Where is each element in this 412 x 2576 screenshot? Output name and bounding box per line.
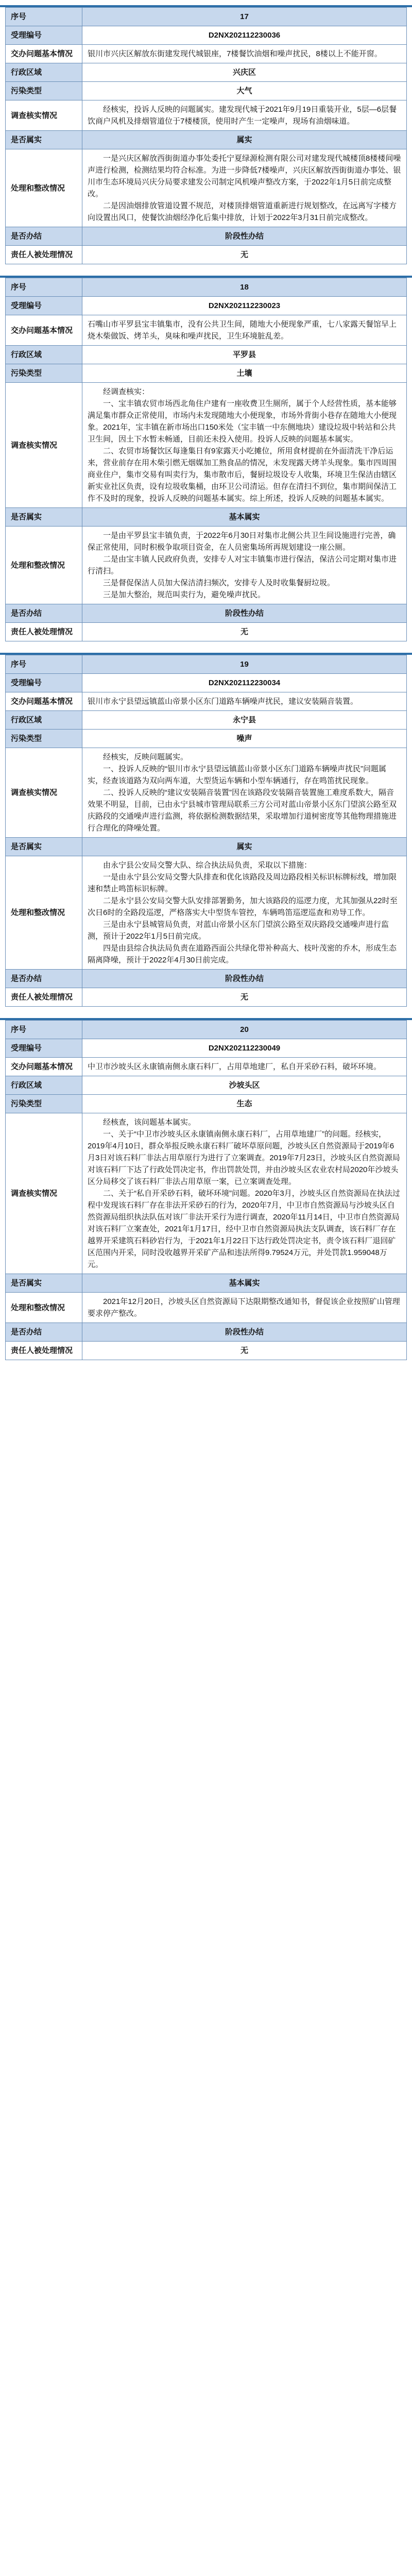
label-handling: 处理和整改情况 — [6, 856, 82, 970]
verify-paragraph: 一、关于“中卫市沙坡头区永康镇南侧永康石料厂，占用草地建厂”的问题。经核实，2019年4月10日，群众举报反映永康石料厂破坏草原问题，沙坡头区自然资源局于2019年6月3日对该石料厂非法占用草原行为进行了立案调查。2019年7月23日，沙坡头区自然资源局对该石料厂下达了行政处罚决定书，作出罚款处罚，并由沙坡头区农业农村局2020年沙坡头区分局移交了该石料厂非法占用草原一案，已立案调查处理。 — [88, 1130, 400, 1186]
verify-paragraph: 一、投诉人反映的“银川市永宁县望远镇蓝山帝景小区东门道路车辆噪声扰民”问题属实，经查该道路为双向两车道，大型货运车辆和小型车辆通行，存在鸣笛扰民现象。 — [88, 765, 386, 785]
label-district: 行政区域 — [6, 711, 82, 730]
problem-text: 中卫市沙坡头区永康镇南侧永康石料厂，占用草地建厂，私自开采砂石料，破坏环境。 — [88, 1062, 382, 1071]
row-verify — [6, 100, 407, 131]
case-table — [5, 7, 407, 264]
case-code: D2NX202112230034 — [82, 674, 407, 692]
label-is-true: 是否属实 — [6, 1274, 82, 1293]
case-done: 阶段性办结 — [82, 227, 407, 246]
row-code — [6, 297, 407, 315]
handling-paragraph: 三是加大整治，规范叫卖行为，避免噪声扰民。 — [103, 590, 266, 599]
row-district — [6, 711, 407, 730]
row-code — [6, 1039, 407, 1058]
row-done — [6, 227, 407, 246]
label-accountability: 责任人被处理情况 — [6, 1342, 82, 1360]
label-done: 是否办结 — [6, 227, 82, 246]
case-district: 兴庆区 — [82, 63, 407, 82]
label-verify: 调查核实情况 — [6, 100, 82, 131]
label-pollution: 污染类型 — [6, 730, 82, 748]
case-is-true: 基本属实 — [82, 508, 407, 527]
label-seq: 序号 — [6, 1021, 82, 1039]
case-handling — [82, 1293, 407, 1323]
row-problem — [6, 1058, 407, 1076]
label-problem: 交办问题基本情况 — [6, 45, 82, 63]
label-verify: 调查核实情况 — [6, 748, 82, 838]
case-table — [5, 1020, 407, 1360]
row-seq — [6, 1021, 407, 1039]
case-district: 平罗县 — [82, 346, 407, 364]
label-code: 受理编号 — [6, 1039, 82, 1058]
row-accountability — [6, 246, 407, 264]
row-is-true — [6, 508, 407, 527]
row-done — [6, 604, 407, 623]
handling-paragraph: 一是由平罗县宝丰镇负责，于2022年6月30日对集市北侧公共卫生间设施进行完善，确保正常使用，同时积极争取项目资金，在人员密集场所再规划建设一座公厕。 — [88, 531, 396, 552]
row-district — [6, 346, 407, 364]
case-is-true: 属实 — [82, 838, 407, 856]
case-is-true: 基本属实 — [82, 1274, 407, 1293]
case-card — [0, 1018, 412, 1360]
row-seq — [6, 655, 407, 674]
label-problem: 交办问题基本情况 — [6, 315, 82, 346]
label-code: 受理编号 — [6, 26, 82, 45]
case-verify — [82, 1113, 407, 1274]
row-done — [6, 1323, 407, 1342]
row-district — [6, 63, 407, 82]
case-pollution: 大气 — [82, 82, 407, 100]
label-is-true: 是否属实 — [6, 131, 82, 149]
case-seq: 20 — [82, 1021, 407, 1039]
row-verify — [6, 1113, 407, 1274]
handling-paragraph: 二是因油烟排放管道设置不规范，对楼顶排烟管道重新进行规划整改，在远离写字楼方向设置出风口，使餐饮油烟经净化后集中排放，计划于2022年3月31日前完成整改。 — [88, 201, 397, 222]
verify-paragraph: 一、宝丰镇农贸市场西北角住户建有一座收费卫生厕所，属于个人经营性质，基本能够满足集市群众正常使用，市场内未发现随地大小便现象，市场外背街小巷存在随地大小便现象。2021年，宝丰镇在新市场出口150米处（宝丰镇一中东侧地块）建设垃圾中转站和公共卫生间，因土下水暂未畅通，目前还未投入使用。投诉人反映的问题基本属实。 — [88, 399, 397, 444]
label-verify: 调查核实情况 — [6, 383, 82, 508]
label-code: 受理编号 — [6, 674, 82, 692]
case-district: 永宁县 — [82, 711, 407, 730]
case-pollution: 土壤 — [82, 364, 407, 383]
case-verify — [82, 383, 407, 508]
label-verify: 调查核实情况 — [6, 1113, 82, 1274]
row-is-true — [6, 838, 407, 856]
case-problem — [82, 45, 407, 63]
label-accountability: 责任人被处理情况 — [6, 246, 82, 264]
case-code: D2NX202112230023 — [82, 297, 407, 315]
case-district: 沙坡头区 — [82, 1076, 407, 1095]
label-seq: 序号 — [6, 278, 82, 297]
case-done: 阶段性办结 — [82, 604, 407, 623]
label-district: 行政区域 — [6, 346, 82, 364]
case-accountability: 无 — [82, 1342, 407, 1360]
row-handling — [6, 856, 407, 970]
case-problem — [82, 1058, 407, 1076]
problem-text: 银川市兴庆区解放东街建发现代城银座，7楼餐饮油烟和噪声扰民，8楼以上不能开窗。 — [88, 49, 382, 58]
case-table — [5, 278, 407, 641]
case-card — [0, 5, 412, 264]
label-done: 是否办结 — [6, 1323, 82, 1342]
row-accountability — [6, 988, 407, 1007]
label-is-true: 是否属实 — [6, 508, 82, 527]
label-seq: 序号 — [6, 655, 82, 674]
case-accountability: 无 — [82, 988, 407, 1007]
case-seq: 18 — [82, 278, 407, 297]
label-accountability: 责任人被处理情况 — [6, 623, 82, 641]
case-accountability: 无 — [82, 623, 407, 641]
row-problem — [6, 315, 407, 346]
row-pollution — [6, 364, 407, 383]
verify-paragraph: 经核实，投诉人反映的问题属实。建发现代城于2021年9月19日重装开业，5层—6层餐饮商户风机及排烟管道位于7楼楼顶，使用时产生一定噪声，现场有油烟味道。 — [88, 105, 397, 126]
row-code — [6, 26, 407, 45]
problem-text: 石嘴山市平罗县宝丰镇集市，没有公共卫生间，随地大小便现象严重，七八家露天餐馆早上烧木柴做饭、烤羊头，臭味和噪声扰民，卫生环境脏乱差。 — [88, 320, 397, 341]
case-verify — [82, 100, 407, 131]
verify-paragraph: 经核查，该问题基本属实。 — [103, 1118, 196, 1127]
row-pollution — [6, 730, 407, 748]
case-code: D2NX202112230049 — [82, 1039, 407, 1058]
row-handling — [6, 149, 407, 227]
row-handling — [6, 1293, 407, 1323]
case-card — [0, 276, 412, 641]
row-is-true — [6, 131, 407, 149]
verify-paragraph: 经调查核实： — [103, 387, 150, 396]
label-is-true: 是否属实 — [6, 838, 82, 856]
case-seq: 17 — [82, 8, 407, 26]
label-problem: 交办问题基本情况 — [6, 692, 82, 711]
label-handling: 处理和整改情况 — [6, 1293, 82, 1323]
row-district — [6, 1076, 407, 1095]
case-is-true: 属实 — [82, 131, 407, 149]
label-done: 是否办结 — [6, 970, 82, 988]
row-seq — [6, 8, 407, 26]
case-done: 阶段性办结 — [82, 970, 407, 988]
row-problem — [6, 692, 407, 711]
row-verify — [6, 383, 407, 508]
case-handling — [82, 856, 407, 970]
handling-paragraph: 二是永宁县公安局交警大队安排部署勤务，加大该路段的巡逻力度，尤其加强从22时至次日6时的全路段巡逻，严格落实大中型货车管控，车辆鸣笛巡逻巡查和劝导工作。 — [88, 896, 398, 917]
case-pollution: 噪声 — [82, 730, 407, 748]
label-district: 行政区域 — [6, 1076, 82, 1095]
row-pollution — [6, 82, 407, 100]
row-done — [6, 970, 407, 988]
handling-paragraph: 2021年12月20日，沙坡头区自然资源局下达限期整改通知书，督促该企业按照矿山管理要求停产整改。 — [88, 1297, 400, 1318]
label-district: 行政区域 — [6, 63, 82, 82]
problem-text: 银川市永宁县望远镇蓝山帝景小区东门道路车辆噪声扰民，建议安装隔音装置。 — [88, 697, 358, 706]
case-accountability: 无 — [82, 246, 407, 264]
case-code: D2NX202112230036 — [82, 26, 407, 45]
verify-paragraph: 二、投诉人反映的“建议安装隔音装置”因在该路段安装隔音装置施工难度系数大，隔音效果不明显，目前，已由永宁县城市管理局联系三方公司对蓝山帝景小区东门望滨公路至双庆路段的交通噪声进行监测，将依据检测数据结果，采取增加行道树密度等其他物理措施进行合理化的降噪处置。 — [88, 788, 397, 833]
handling-paragraph: 三是由永宁县城管局负责，对蓝山帝景小区东门望滨公路至双庆路段交通噪声进行监测，预计于2022年1月5日前完成。 — [88, 920, 389, 941]
label-pollution: 污染类型 — [6, 1095, 82, 1113]
label-seq: 序号 — [6, 8, 82, 26]
label-handling: 处理和整改情况 — [6, 149, 82, 227]
verify-paragraph: 二、农贸市场餐饮区每逢集日有9家露天小吃摊位，所用食材提前在外面清洗干净后运来，营业前存在用木柴引燃无烟媒加工熟食品的情况，未发现露天烤羊头现象。集市四周围商业住户，集市交易有叫卖行为，集市散市后，餐厨垃圾设专人收集，环境卫生保洁由辖区新实业社区负责，设有垃圾收集桶，由环卫公司清运。但存在清扫不到位，集市期间保洁工作不及时的现象，投诉人反映的问题基本属实。综上所述，投诉人反映的问题基本属实。 — [88, 447, 397, 503]
handling-paragraph: 一是由永宁县公安局交警大队排查和优化该路段及周边路段相关标识标牌标线，增加限速和禁止鸣笛标识标牌。 — [88, 873, 397, 893]
row-problem — [6, 45, 407, 63]
handling-paragraph: 三是督促保洁人员加大保洁清扫频次，安排专人及时收集餐厨垃圾。 — [103, 579, 335, 587]
label-accountability: 责任人被处理情况 — [6, 988, 82, 1007]
label-pollution: 污染类型 — [6, 364, 82, 383]
label-handling: 处理和整改情况 — [6, 527, 82, 604]
row-handling — [6, 527, 407, 604]
row-pollution — [6, 1095, 407, 1113]
row-is-true — [6, 1274, 407, 1293]
case-table — [5, 655, 407, 1007]
row-seq — [6, 278, 407, 297]
verify-paragraph: 二、关于“私自开采砂石料，破坏环境”问题。2020年3月，沙坡头区自然资源局在执法过程中发现该石料厂存在非法开采砂石的行为，2020年7月，中卫市自然资源局与沙坡头区自然资源局组织执法队伍对该厂非法开采行为进行调查，2020年11月14日，中卫市自然资源局对该石料厂立案查处，2021年1月17日，经中卫市自然资源局执法支队调查，该石料厂存在越界开采建筑石料砂岩行为，于2021年1月22日下达行政处罚决定书，责令该石料厂退回矿区范围内开采，同时没收越界开采矿产品和违法所得9.79524万元，并处罚款1.959048万元。 — [88, 1189, 400, 1269]
case-pollution: 生态 — [82, 1095, 407, 1113]
row-code — [6, 674, 407, 692]
case-card — [0, 653, 412, 1007]
case-problem — [82, 315, 407, 346]
document — [0, 5, 412, 1360]
label-code: 受理编号 — [6, 297, 82, 315]
case-handling — [82, 527, 407, 604]
row-accountability — [6, 1342, 407, 1360]
row-verify — [6, 748, 407, 838]
handling-paragraph: 四是由县综合执法局负责在道路西面公共绿化带补种高大、枝叶茂密的乔木，形成生态隔离降噪，预计于2022年4月30日前完成。 — [88, 944, 397, 964]
label-pollution: 污染类型 — [6, 82, 82, 100]
case-verify — [82, 748, 407, 838]
handling-paragraph: 由永宁县公安局交警大队、综合执法局负责，采取以下措施： — [103, 861, 312, 870]
label-done: 是否办结 — [6, 604, 82, 623]
label-problem: 交办问题基本情况 — [6, 1058, 82, 1076]
case-seq: 19 — [82, 655, 407, 674]
row-accountability — [6, 623, 407, 641]
case-problem — [82, 692, 407, 711]
handling-paragraph: 一是兴庆区解放西街街道办事处委托宁夏绿源检测有限公司对建发现代城楼顶8楼楼间噪声进行检测，检测结果均符合标准。为进一步降低7楼噪声，兴庆区解放西街街道办事处、银川市生态环境局兴庆分局要求建发公司制定风机噪声整改方案，于2022年1月5日前完成整改。 — [88, 154, 401, 198]
case-done: 阶段性办结 — [82, 1323, 407, 1342]
handling-paragraph: 二是由宝丰镇人民政府负责，安排专人对宝丰镇集市进行保洁，保洁公司定期对集市进行清扫。 — [88, 555, 397, 575]
verify-paragraph: 经核实，反映问题属实。 — [103, 753, 188, 761]
case-handling — [82, 149, 407, 227]
